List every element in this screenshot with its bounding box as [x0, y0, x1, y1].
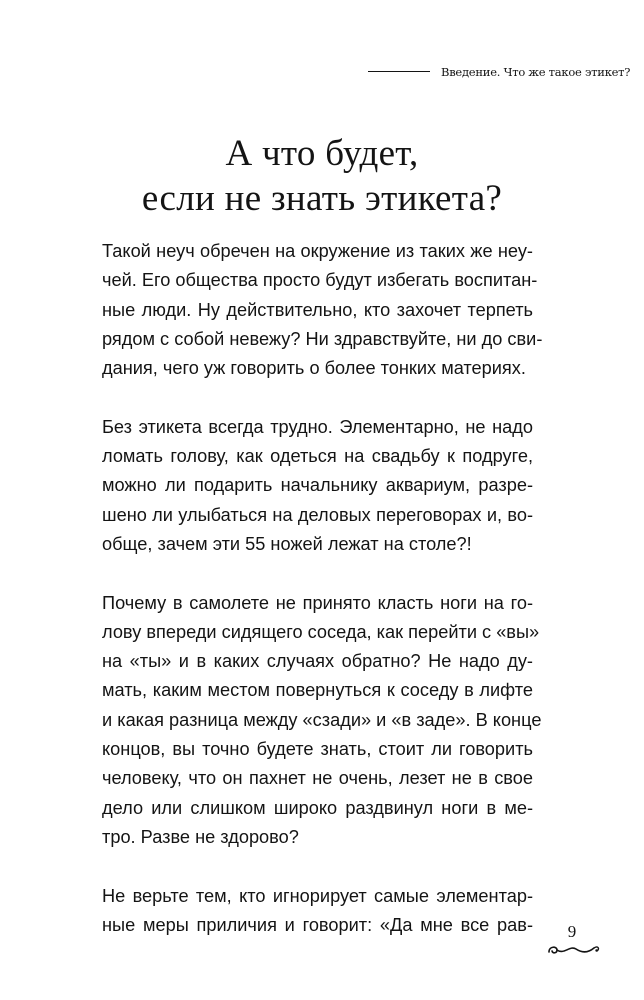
page-number: 9: [567, 922, 577, 941]
text-line: дания, чего уж говорить о более тонких материях.: [102, 358, 526, 379]
text-line: и какая разница между «сзади» и «в заде». В конце: [102, 709, 542, 730]
text-line: лову впереди сидящего соседа, как перейти с «вы»: [102, 621, 540, 642]
swirl-flourish-icon: [544, 940, 602, 958]
text-line: чей. Его общества просто будут избегать воспитан-: [102, 270, 538, 291]
chapter-title: [0, 131, 644, 221]
text-line: человеку, что он пахнет не очень, лезет не в свое: [102, 768, 533, 789]
chapter-title-line-1: А что будет,: [225, 133, 419, 174]
chapter-title-line-2: если не знать этикета?: [141, 178, 503, 219]
running-head-text: Введение. Что же такое этикет?: [441, 65, 631, 79]
paragraph-3: [102, 589, 542, 853]
text-line: ные люди. Ну действительно, кто захочет терпеть: [102, 299, 533, 320]
text-line: дело или слишком широко раздвинул ноги в ме-: [102, 797, 533, 818]
text-line: обще, зачем эти 55 ножей лежат на столе?!: [102, 533, 472, 554]
text-line: ломать голову, как одеться на свадьбу к подруге,: [102, 446, 533, 467]
text-line: Почему в самолете не принято класть ноги на го-: [102, 592, 533, 613]
paragraph-4: [102, 882, 533, 941]
paragraph-2: [102, 413, 533, 559]
text-line: на «ты» и в каких случаях обратно? Не надо ду-: [102, 651, 533, 672]
running-head: [368, 62, 631, 82]
text-line: тро. Разве не здорово?: [102, 826, 299, 847]
paragraph-1: [102, 237, 543, 383]
text-line: Не верьте тем, кто игнорирует самые элементар-: [102, 885, 533, 906]
running-head-rule: [368, 71, 430, 72]
text-line: Без этикета всегда трудно. Элементарно, не надо: [102, 416, 533, 437]
body-text: [102, 237, 543, 969]
text-line: шено ли улыбаться на деловых переговорах и, во-: [102, 504, 533, 525]
text-line: мать, каким местом повернуться к соседу в лифте: [102, 680, 533, 701]
text-line: ные меры приличия и говорит: «Да мне все рав-: [102, 914, 533, 935]
text-line: концов, вы точно будете знать, стоит ли говорить: [102, 739, 533, 760]
text-line: рядом с собой невежу? Ни здравствуйте, ни до сви-: [102, 328, 543, 349]
text-line: можно ли подарить начальнику аквариум, разре-: [102, 475, 533, 496]
text-line: Такой неуч обречен на окружение из таких же неу-: [102, 241, 533, 261]
